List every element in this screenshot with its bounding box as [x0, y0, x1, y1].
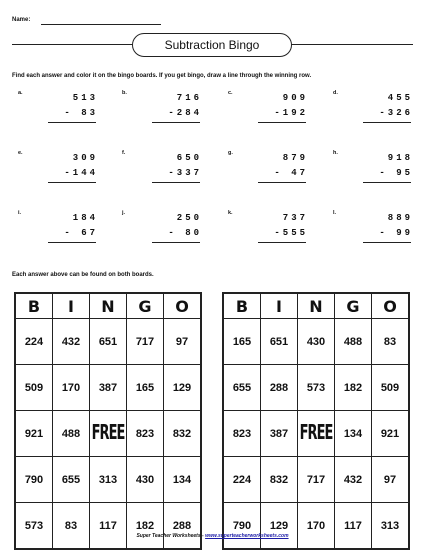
bingo-cell[interactable]: 432 [53, 319, 90, 365]
bingo-cell[interactable]: 117 [90, 503, 127, 549]
problem-letter: g. [228, 150, 233, 156]
problem [333, 90, 413, 136]
bingo-header: B [224, 294, 261, 319]
bingo-row [16, 503, 201, 549]
problem-answer-line [48, 122, 96, 123]
bingo-cell[interactable]: 134 [164, 457, 201, 503]
bingo-row [224, 411, 409, 457]
bingo-free-cell[interactable] [90, 411, 127, 457]
problem-minuend: 309 [72, 153, 98, 163]
bingo-row [224, 319, 409, 365]
problem-letter: i. [18, 210, 22, 216]
problem-subtrahend: - 95 [379, 168, 413, 178]
problem-subtrahend: - 47 [274, 168, 308, 178]
bingo-cell[interactable]: 430 [298, 319, 335, 365]
problem-minuend: 716 [176, 93, 202, 103]
bingo-cell[interactable]: 717 [298, 457, 335, 503]
problem-answer-line [152, 242, 200, 243]
problem-subtrahend: -144 [64, 168, 98, 178]
bingo-cell[interactable]: 823 [127, 411, 164, 457]
problem [18, 90, 98, 136]
problem-letter: d. [333, 90, 338, 96]
problem-minuend: 455 [387, 93, 413, 103]
problem-subtrahend: -326 [379, 108, 413, 118]
problem-answer-line [48, 242, 96, 243]
problem [18, 210, 98, 256]
problem-letter: c. [228, 90, 233, 96]
bingo-board-right [222, 292, 410, 550]
problem [228, 90, 308, 136]
bingo-table [223, 293, 409, 549]
bingo-row [224, 457, 409, 503]
bingo-cell[interactable]: 655 [53, 457, 90, 503]
problem-letter: f. [122, 150, 126, 156]
bingo-table [15, 293, 201, 549]
problem-letter: l. [333, 210, 337, 216]
bingo-cell[interactable]: 313 [90, 457, 127, 503]
bingo-cell[interactable]: 224 [16, 319, 53, 365]
bingo-header: O [372, 294, 409, 319]
bingo-cell[interactable]: 165 [224, 319, 261, 365]
bingo-cell[interactable]: 224 [224, 457, 261, 503]
bingo-cell[interactable]: 832 [261, 457, 298, 503]
problem-minuend: 737 [282, 213, 308, 223]
bingo-cell[interactable]: 97 [164, 319, 201, 365]
free-label: FREE [299, 421, 333, 446]
problem-answer-line [363, 242, 411, 243]
page-title: Subtraction Bingo [132, 33, 292, 57]
bingo-header: I [261, 294, 298, 319]
name-line[interactable] [41, 24, 161, 25]
bingo-row [16, 365, 201, 411]
bingo-cell[interactable]: 832 [164, 411, 201, 457]
problem-subtrahend: - 99 [379, 228, 413, 238]
bingo-cell[interactable]: 573 [298, 365, 335, 411]
footer-link[interactable]: www.superteacherworksheets.com [205, 533, 289, 539]
footer-separator: - [200, 533, 206, 539]
problem-subtrahend: - 83 [64, 108, 98, 118]
bingo-cell[interactable]: 182 [127, 503, 164, 549]
bingo-row [224, 365, 409, 411]
problem-minuend: 650 [176, 153, 202, 163]
bingo-cell[interactable]: 790 [224, 503, 261, 549]
problem-letter: k. [228, 210, 233, 216]
bingo-cell[interactable]: 387 [261, 411, 298, 457]
problem-answer-line [152, 182, 200, 183]
problem-letter: e. [18, 150, 23, 156]
bingo-cell[interactable]: 651 [90, 319, 127, 365]
problem-minuend: 909 [282, 93, 308, 103]
problem-answer-line [363, 182, 411, 183]
problem-answer-line [258, 182, 306, 183]
instructions: Find each answer and color it on the bingo boards. If you get bingo, draw a line through the winning row. [12, 73, 312, 79]
problem-minuend: 889 [387, 213, 413, 223]
bingo-cell[interactable]: 313 [372, 503, 409, 549]
bingo-cell[interactable]: 129 [164, 365, 201, 411]
bingo-cell[interactable]: 488 [335, 319, 372, 365]
problem [122, 150, 202, 196]
bingo-cell[interactable]: 83 [53, 503, 90, 549]
bingo-cell[interactable]: 170 [53, 365, 90, 411]
bingo-cell[interactable]: 182 [335, 365, 372, 411]
problem-answer-line [258, 242, 306, 243]
problem-subtrahend: - 67 [64, 228, 98, 238]
bingo-cell[interactable]: 921 [16, 411, 53, 457]
problem-answer-line [363, 122, 411, 123]
problem-answer-line [48, 182, 96, 183]
problem [333, 210, 413, 256]
bingo-cell[interactable]: 165 [127, 365, 164, 411]
problem-answer-line [152, 122, 200, 123]
bingo-header: N [298, 294, 335, 319]
bingo-row [16, 457, 201, 503]
bingo-cell[interactable]: 288 [261, 365, 298, 411]
bingo-cell[interactable]: 655 [224, 365, 261, 411]
bingo-header: I [53, 294, 90, 319]
bingo-cell[interactable]: 651 [261, 319, 298, 365]
bingo-board-left [14, 292, 202, 550]
problem-minuend: 184 [72, 213, 98, 223]
bingo-cell[interactable]: 509 [372, 365, 409, 411]
bingo-cell[interactable]: 117 [335, 503, 372, 549]
problem-subtrahend: -192 [274, 108, 308, 118]
problem [18, 150, 98, 196]
problem-minuend: 250 [176, 213, 202, 223]
bingo-row [16, 319, 201, 365]
bingo-cell[interactable]: 129 [261, 503, 298, 549]
bingo-cell[interactable]: 134 [335, 411, 372, 457]
problem-minuend: 918 [387, 153, 413, 163]
board-note: Each answer above can be found on both boards. [12, 272, 154, 278]
bingo-cell[interactable]: 717 [127, 319, 164, 365]
bingo-header: B [16, 294, 53, 319]
problem [122, 210, 202, 256]
problem-subtrahend: -284 [168, 108, 202, 118]
bingo-cell[interactable]: 921 [372, 411, 409, 457]
problem-minuend: 513 [72, 93, 98, 103]
problem-letter: j. [122, 210, 126, 216]
problem-subtrahend: -337 [168, 168, 202, 178]
problem-minuend: 879 [282, 153, 308, 163]
name-label: Name: [12, 17, 31, 23]
problem [228, 210, 308, 256]
footer-brand: Super Teacher Worksheets [136, 533, 201, 539]
bingo-cell[interactable]: 387 [90, 365, 127, 411]
bingo-header: G [127, 294, 164, 319]
bingo-cell[interactable]: 288 [164, 503, 201, 549]
problem [228, 150, 308, 196]
bingo-header: G [335, 294, 372, 319]
bingo-cell[interactable]: 509 [16, 365, 53, 411]
problem-letter: a. [18, 90, 23, 96]
bingo-free-cell[interactable] [298, 411, 335, 457]
bingo-header: N [90, 294, 127, 319]
bingo-cell[interactable]: 823 [224, 411, 261, 457]
problem-letter: h. [333, 150, 338, 156]
bingo-cell[interactable]: 97 [372, 457, 409, 503]
problem-letter: b. [122, 90, 127, 96]
bingo-cell[interactable]: 170 [298, 503, 335, 549]
problem [333, 150, 413, 196]
problem-subtrahend: - 80 [168, 228, 202, 238]
footer [0, 533, 425, 539]
problem-answer-line [258, 122, 306, 123]
bingo-cell[interactable]: 488 [53, 411, 90, 457]
problem [122, 90, 202, 136]
bingo-cell[interactable]: 430 [127, 457, 164, 503]
bingo-cell[interactable]: 83 [372, 319, 409, 365]
bingo-header: O [164, 294, 201, 319]
bingo-cell[interactable]: 432 [335, 457, 372, 503]
free-label: FREE [91, 421, 125, 446]
bingo-cell[interactable]: 573 [16, 503, 53, 549]
bingo-row [16, 411, 201, 457]
bingo-cell[interactable]: 790 [16, 457, 53, 503]
problem-subtrahend: -555 [274, 228, 308, 238]
bingo-row [224, 503, 409, 549]
